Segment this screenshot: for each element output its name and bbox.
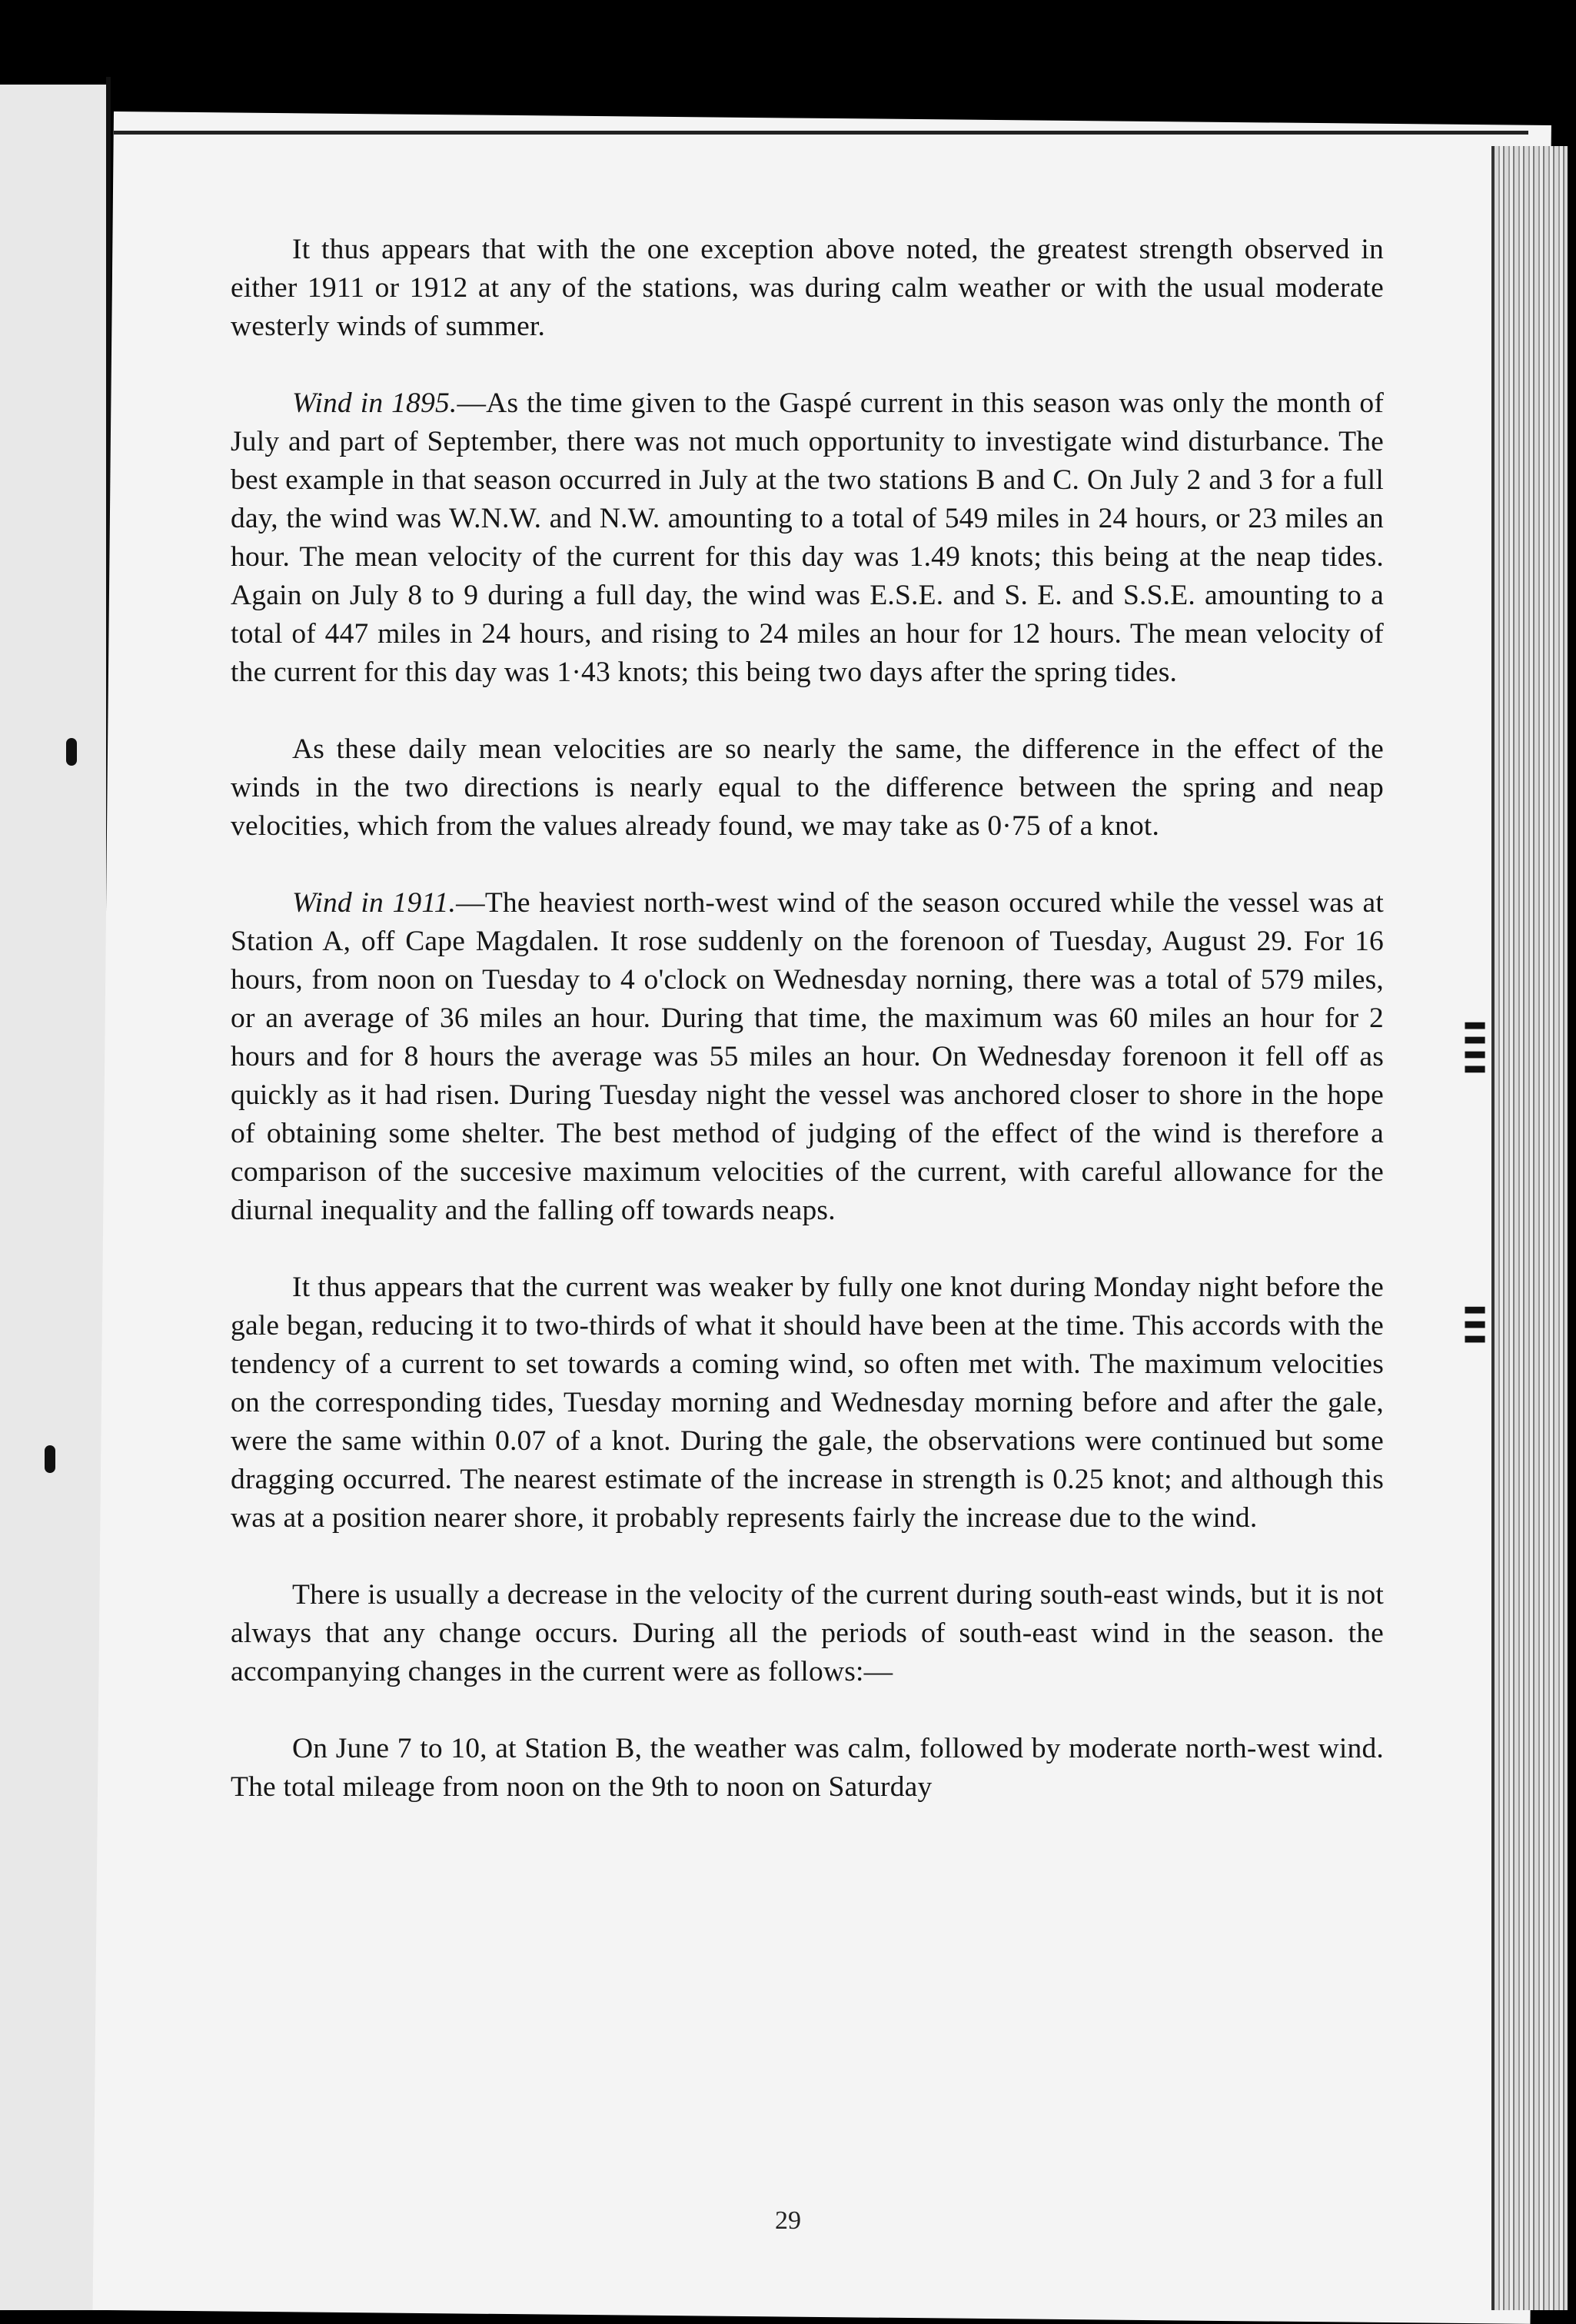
- margin-blot: [66, 738, 77, 766]
- paragraph-text: —As the time given to the Gaspé current in this season was only the month of July and part of September, there was not much opportunity to investigate wind disturbance. The best example in that season occurred in July at the two stations B and C. On July 2 and 3 for a full day, the wind was W.N.W. and N.W. amounting to a total of 549 miles in 24 hours, or 23 miles an hour. The mean velocity of the current for this day was 1.49 knots; this being at the neap tides. Again on July 8 to 9 during a full day, the wind was E.S.E. and S. E. and S.S.E. amounting to a total of 447 miles in 24 hours, and rising to 24 miles an hour for 12 hours. The mean velocity of the current for this day was 1·43 knots; this being two days after the spring tides.: [231, 387, 1385, 688]
- paragraph: [231, 231, 1384, 346]
- margin-bleed-mark: ▌▌▌▌: [1465, 1022, 1484, 1081]
- margin-bleed-mark: ▌▌▌: [1465, 1307, 1484, 1351]
- paragraph: [231, 884, 1384, 1230]
- page-stack-edge: [1491, 146, 1568, 2310]
- paragraph-text: On June 7 to 10, at Station B, the weather was calm, followed by moderate north-west wind. The total mileage from noon on the 9th to noon on Saturday: [231, 1733, 1384, 1803]
- paragraph: [231, 1730, 1384, 1807]
- paragraph-text: It thus appears that with the one exception above noted, the greatest strength observed in either 1911 or 1912 at any of the stations, was during calm weather or with the usual moderate westerly winds of summer.: [231, 234, 1384, 342]
- paragraph: [231, 1576, 1384, 1691]
- paragraph-text: It thus appears that the current was weaker by fully one knot during Monday night before the gale began, reducing it to two-thirds of what it should have been at the time. This accords with the tendency of a current to set towards a coming wind, so often met with. The maximum velocities on the corresponding tides, Tuesday morning and Wednesday morning before and after the gale, were the same within 0.07 of a knot. During the gale, the observations were continued but some dragging occurred. The nearest estimate of the increase in strength is 0.25 knot; and although this was at a position nearer shore, it probably represents fairly the increase due to the wind.: [231, 1272, 1384, 1534]
- page-number: 29: [775, 2206, 801, 2235]
- paragraph-text: —The heaviest north-west wind of the season occured while the vessel was at Station A, off Cape Magdalen. It rose suddenly on the forenoon of Tuesday, August 29. For 16 hours, from noon on Tuesday to 4 o'clock on Wednesday norning, there was a total of 579 miles, or an average of 36 miles an hour. During that time, the maximum was 60 miles an hour for 2 hours and for 8 hours the average was 55 miles an hour. On Wednesday forenoon it fell off as quickly as it had risen. During Tuesday night the vessel was anchored closer to shore in the hope of obtaining some shelter. The best method of judging of the effect of the wind is therefore a comparison of the succesive maximum velocities of the current, with careful allowance for the diurnal inequality and the falling off towards neaps.: [231, 887, 1384, 1226]
- paragraph: [231, 384, 1384, 692]
- paragraph: [231, 730, 1384, 846]
- paragraph-heading: Wind in 1895.: [292, 387, 457, 419]
- paragraph-text: As these daily mean velocities are so nearly the same, the difference in the effect of the winds in the two directions is nearly equal to the difference between the spring and neap velocities, which from the values already found, we may take as 0·75 of a knot.: [231, 733, 1384, 842]
- paragraph-heading: Wind in 1911.: [292, 887, 457, 919]
- margin-blot: [45, 1445, 55, 1473]
- paragraph: [231, 1268, 1384, 1538]
- facing-page-sliver: [0, 85, 108, 2310]
- page-top-edge: [114, 131, 1528, 135]
- body-text: [231, 231, 1384, 1807]
- paragraph-text: There is usually a decrease in the velocity of the current during south-east winds, but it is not always that any change occurs. During all the periods of south-east wind in the season. the accompanying changes in the current were as follows:—: [231, 1579, 1384, 1687]
